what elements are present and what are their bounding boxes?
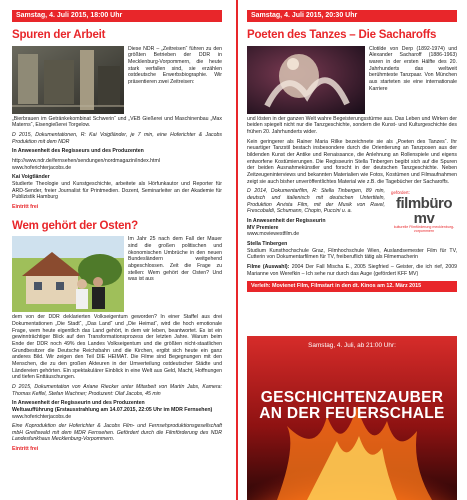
event1-entry: Eintritt frei [12,203,39,210]
dancers-photo [247,46,365,114]
event1-date-bar: Samstag, 4. Juli 2015, 18:00 Uhr [12,10,222,22]
event2-guest-note: In Anwesenheit der Regisseurin und des Produzenten [12,400,145,407]
logo-subline: kulturelle Filmförderung mecklenburg-vorpommern [393,224,455,233]
event3-link[interactable]: www.moviewestfilm.de [247,231,300,238]
event2-production: Eine Koproduktion der Hoferichter & Jacobs Film- und Fernsehproduktionsgesellschaft mbH Greifswald mit dem MDR Fernsehen. Gefördert durch die Filmförderung des NDR Landesfunkhaus Mecklenburg-Vorpommern. [12,423,222,443]
event2-link[interactable]: www.hoferichterjacobs.de [12,413,72,420]
event3-person-name: Stella Tinbergen [247,240,288,247]
event3-guest-note: In Anwesenheit der Regisseurin [247,217,326,224]
event1-link-hj[interactable]: www.hoferichterjacobs.de [12,164,72,171]
fire-poster [247,336,457,500]
event2-description: Im Jahr 25 nach dem Fall der Mauer sind die großen politischen und ökonomischen Umbrüche in den neuen Bundesländern weitgehend abgeschlossen. Zeit die Frage zu stellen: Wem gehört der Osten? Und was ist aus [128,236,222,283]
event3-awards [247,264,457,277]
poster-title [247,390,457,423]
event1-description-2: „Bierbrauen im Getränkekombinat Schwerin“ und „VEB Gießerei und Maschinenbau „Max Materns“, Eisengießerei Torgelow. [12,115,222,129]
event2-premiere: Weltuaufführung (Erstausstrahlung am 14.07.2015, 22:05 Uhr im MDR Fernsehen) [12,406,213,413]
filmbuero-logo [391,190,457,234]
event3-description-3: Kein geringerer als Rainer Maria Rilke bezeichnete sie als „Poeten des Tanzes“. Ihr neuartiger Tanzstil bestach insbesondere durch die Orientierung an Tanzposen aus der bildenden Kunst der Antike und Renaissance, die Anlehnung an Rollenspiele und eigens entworfene Kostümierungen. Die Regisseurin Stella Tinbergen begibt sich auf die Spuren der beiden Ausnahmekünstler und forscht in der deutschen Tanzgeschichte. Neben Zeitzeugeninterviews und bekannten Materialien wie Fotos, Kostümen und Filmaufnahmen zeigt sie auch bisher unveröffentlichtes Material wie z.B. die Tagebücher der Sacharoffs. [247,138,457,185]
event3-awards-text: 2004 Der Fall Mischa E., 2005 Siegfried – Geister, die ich rief, 2009 Marianne von Werefkin – Ich sehe nur durch das Auge (gefördert KFF MV) [247,263,457,277]
event3-title: Poeten des Tanzes – Die Sacharoffs [247,29,437,41]
event1-description: Diese NDR – „Zeitreisen“ führen zu den größten Betrieben der DDR in Mecklenburg-Vorpommern, die heute stark verfallen sind, sie erzählen ostdeutsche Erwerbsbiographie. Wir präsentieren zwei Zeitreisen: [128,45,222,85]
logo-wordmark: filmbüro mv [396,194,452,227]
poster-title-line2: AN DER FEUERSCHALE [259,405,445,423]
event3-person-bio: Studium Kunsthochschule Graz, Filmhochschule Wien, Auslandsemester Film für TV, Cutterin von Dokumentarfilmen für TV, freiberuflich tätig als Filmemacherin [247,247,457,261]
left-column [12,10,222,453]
page-divider [236,0,238,500]
event3-credits: D 2014, Dokumentarfilm, R: Stella Tinbergen, 89 min, deutsch und italienisch mit deutschen Untertiteln, Produktion Arvista Film, mit der Musik von Ravel, Frescobaldi, Schumann, Chopin, Puccini u. a. [247,188,385,215]
house-photo [12,236,124,312]
event1-title: Spuren der Arbeit [12,29,106,41]
event1-credits: D 2015, Dokumentationen, R: Kai Voigtländer, je 7 min, eine Hoferichter & Jacobs Produktion mit dem NDR [12,132,222,145]
event2-description-2: dem von der DDR deklarierten Volkseigentum geworden? In einer Staffel aus drei Dokumentationen „Die Stadt“, „Das Land“ und „Die Heimat“, wird die hoch emotionale Frage, wem heute eigentlich das Land gehört, in dem wir leben, beantwortet. Es ist ein gewinnträchtiger Blick auf den Transformationsprozess der letzten Jahre. Warum beim Ende der DDR noch 49% des Landes Volkseigentum und die größten nicht-staatlichen Grundbesitzer die Deutsche Reichsbahn und die Kirchen, ergibt sich heute ein ganz anderes Bild. Wir zeigen den Teil DIE HEIMAT. Die Filme sind Begegnungen mit den Menschen, die zu den großen Akteuren in der Umverteilung ostdeutscher Städte und Ländereien gehörten. Ein spektakulärer Einblick in eine Welt aus Geld, Macht, Hoffnungen und tiefen Enttäuschungen. [12,314,222,381]
event1-person-bio: Studierte Theologie und Kunstgeschichte, arbeitete als Hörfunkautor und Reporter für ARD-Sender, freier Journalist für Printmedien. Dozent, Seminarleiter an der Akademie für Publizistik Hamburg [12,180,222,201]
event3-awards-label: Filme (Auswahl): [247,263,290,270]
event1-guest-note: In Anwesenheit des Regisseurs und des Produzenten [12,148,144,155]
poster-subtitle: Samstag, 4. Juli, ab 21:00 Uhr: [308,342,396,349]
event2-entry: Eintritt frei [12,446,39,453]
poster-title-line1: GESCHICHTENZAUBER [260,389,444,406]
event3-premiere: MV Premiere [247,224,279,231]
event3-description: Clotilde von Derp (1892-1974) und Alexander Sacharoff (1886-1963) waren in der ersten Hälfte des 20. Jahrhunderts das weltweit berühmteste Tanzpaar. Von München aus starteten sie eine internationale Karriere [369,45,457,92]
factory-photo [12,46,124,114]
event3-date-bar: Samstag, 4. Juli 2015, 20:30 Uhr [247,10,457,22]
right-column [247,10,457,292]
event3-distribution-bar: Verleih: Movienet Film, Filmstart in den dt. Kinos am 12. März 2015 [247,281,457,292]
event1-link-ndr[interactable]: http://www.ndr.de/fernsehen/sendungen/nordmagazin/index.html [12,158,160,164]
logo-funded-label: gefördert: [391,190,410,196]
event2-title: Wem gehört der Osten? [12,219,138,232]
event1-person-name: Kai Voigtländer [12,174,50,181]
event2-credits: D 2015, Dokumentation von Ariane Riecker unter Mitarbeit von Martin Jabs, Kamera: Thomas Keffel, Stefan Wachner; Produzent: Olaf Jacobs, 45 min [12,383,222,397]
event3-description-2: und lösten in der ganzen Welt wahre Begeisterungsstürme aus. Das Leben und Wirken der beiden spiegelt nicht nur die Tanzgeschichte, sondern die Kunst- und Kulturgeschichte des frühen 20. Jahrhunderts wider. [247,115,457,136]
